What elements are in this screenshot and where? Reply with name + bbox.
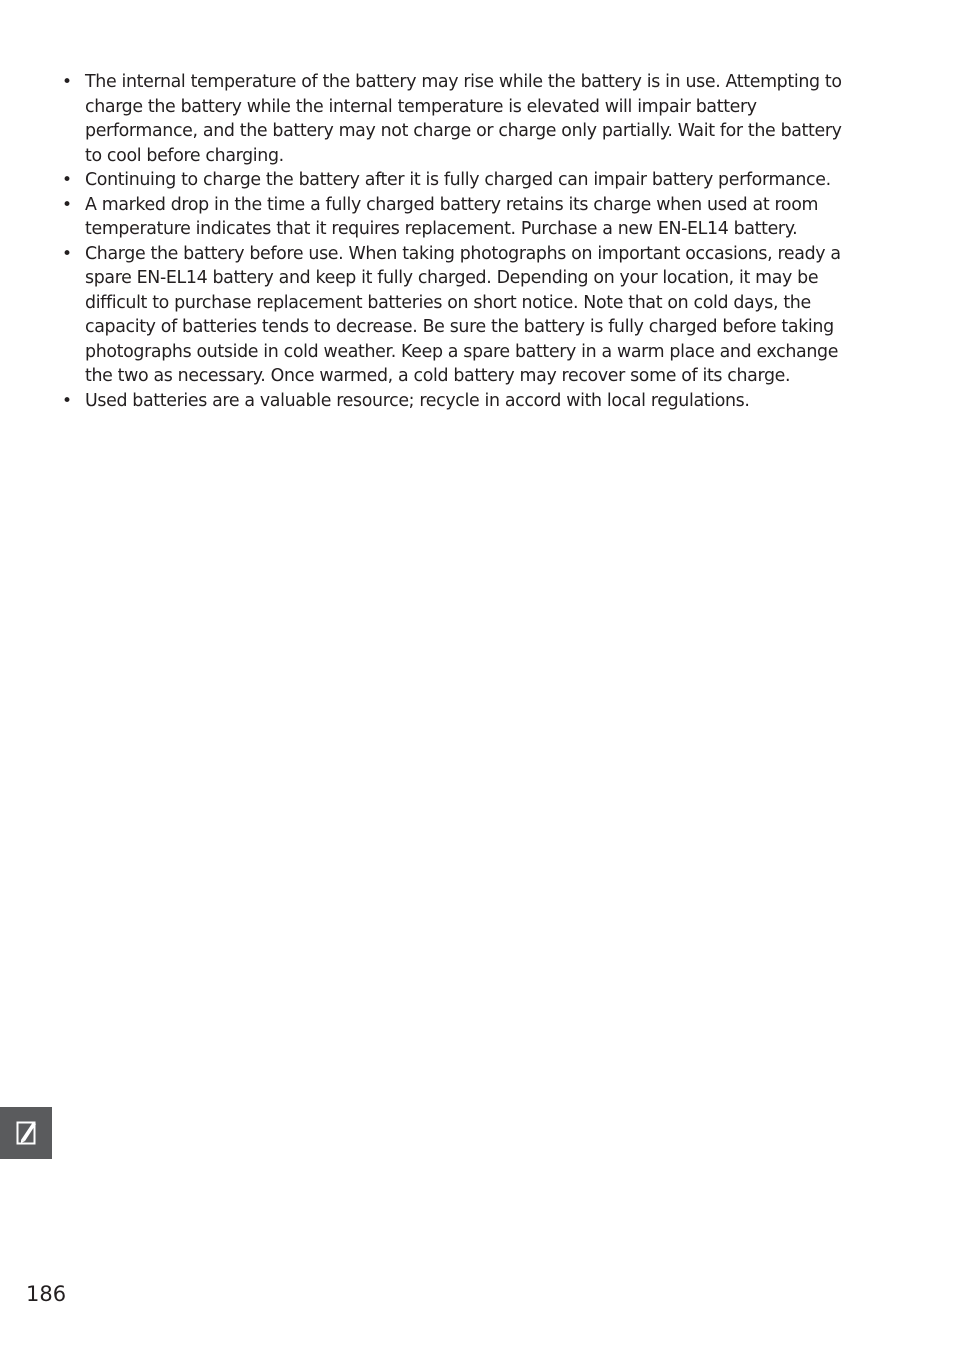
list-item (62, 242, 862, 389)
body-text (62, 70, 862, 413)
list-item (62, 70, 862, 168)
list-item-text: Used batteries are a valuable resource; recycle in accord with local regulations. (85, 390, 750, 411)
bullet-glyph: • (62, 390, 72, 411)
list-item-text: Charge the battery before use. When taking photographs on important occasions, ready a spare EN-EL14 battery and keep it fully charged. Depending on your location, it may be difficult to purchase replacement batteries on short notice. Note that on cold days, the capacity of batteries tends to decrease. Be sure the battery is fully charged before taking photographs outside in cold weather. Keep a spare battery in a warm place and exchange the two as necessary. Once warmed, a cold battery may recover some of its charge. (85, 243, 841, 386)
bullet-glyph: • (62, 170, 72, 190)
bullet-glyph: • (62, 194, 72, 215)
bullet-glyph: • (62, 72, 72, 92)
technical-notes-icon (16, 1119, 38, 1145)
list-item-text: The internal temperature of the battery may rise while the battery is in use. Attempting to charge the battery while the internal temperature is elevated will impair battery performance, and the battery may not charge or charge only partially. Wait for the battery to cool before charging. (85, 72, 842, 166)
list-item (62, 193, 862, 242)
list-item-text: Continuing to charge the battery after it is fully charged can impair battery performance. (85, 170, 831, 190)
bullet-glyph: • (62, 243, 72, 264)
chapter-tab (0, 1107, 52, 1159)
bullet-list (62, 70, 862, 413)
page-number: 186 (26, 1282, 67, 1306)
list-item (62, 389, 862, 414)
list-item (62, 168, 862, 193)
list-item-text: A marked drop in the time a fully charged battery retains its charge when used at room temperature indicates that it requires replacement. Purchase a new EN-EL14 battery. (85, 194, 819, 239)
